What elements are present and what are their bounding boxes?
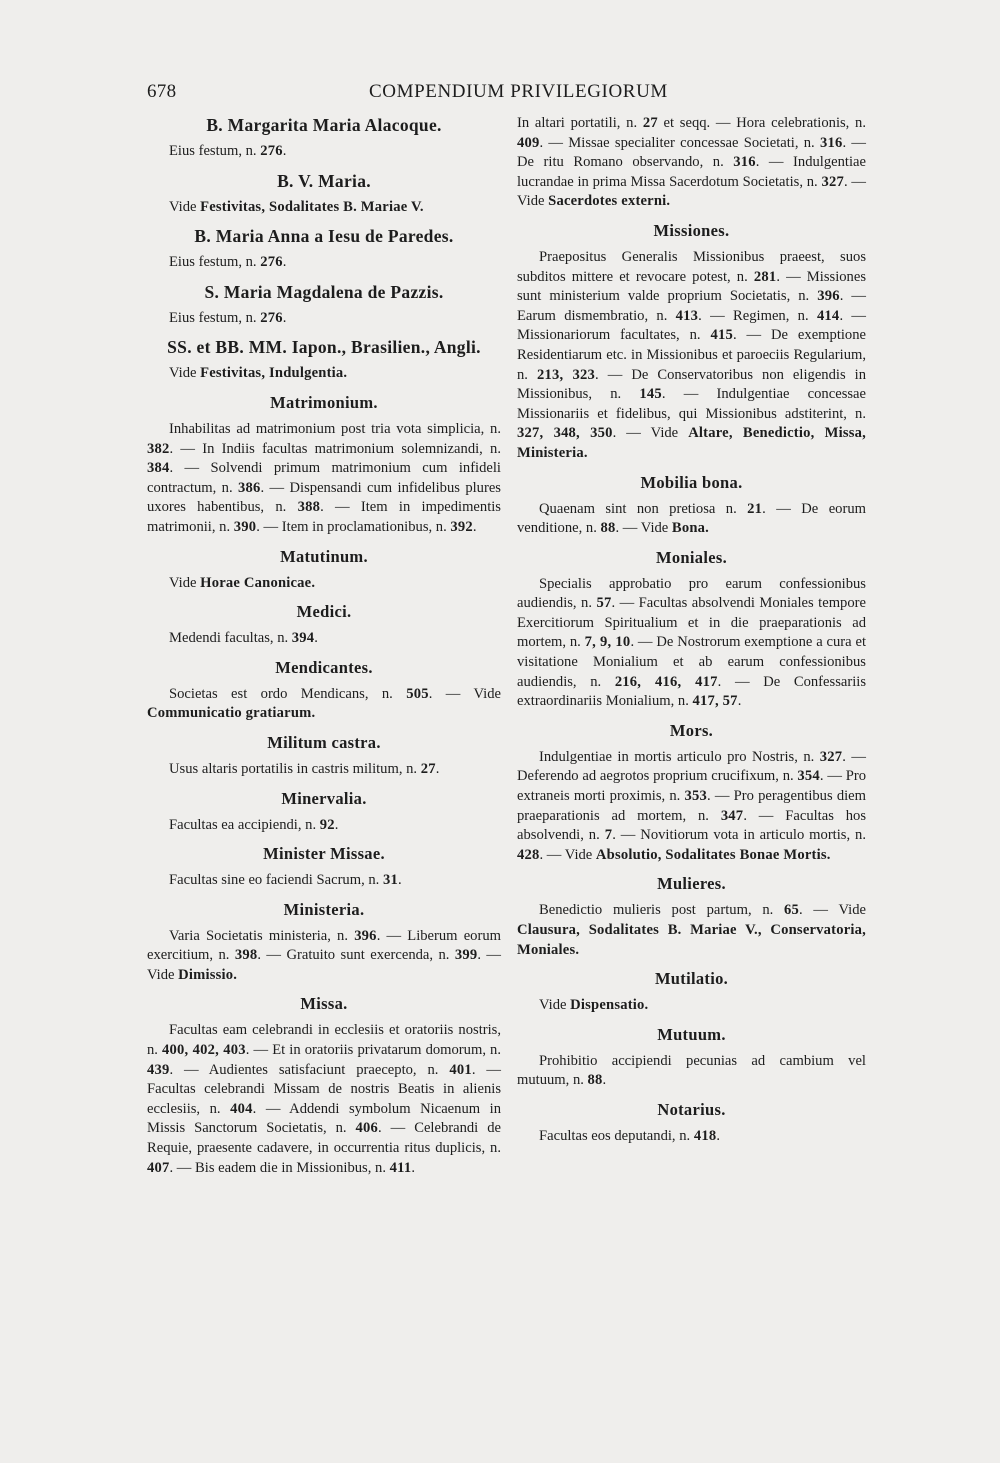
index-entry [517, 720, 866, 866]
entry-heading: Mendicantes. [275, 657, 373, 677]
entry-text: . — Et in oratoriis privatarum domorum, n. [245, 1042, 501, 1059]
entry-text: . — Facultas celebrandi Missam de nostris Beatis in alienis ecclesiis, n. [147, 1061, 501, 1117]
entry-text: . — Dispensandi cum infidelibus plures uxores habentibus, n. [147, 479, 501, 516]
index-entry [147, 788, 501, 836]
index-entry [147, 281, 501, 329]
entry-text: . — In Indiis facultas matrimonium solemnizandi, n. [169, 440, 501, 457]
entry-text: . — Item in impedimentis matrimonii, n. [147, 499, 501, 535]
entry-heading: Missiones. [653, 220, 730, 240]
reference-number: 394 [291, 630, 315, 647]
reference-number: 401 [449, 1061, 472, 1078]
reference-number: 281 [753, 268, 777, 285]
reference-number: 27 [642, 115, 658, 131]
reference-number: Communicatio gratiarum. [147, 705, 316, 722]
entry-text: Eius festum, n. [169, 254, 261, 271]
index-entry [147, 392, 501, 538]
entry-text: . — Regimen, n. [698, 307, 817, 324]
entry-text: Vide [169, 365, 201, 382]
entry-heading: Militum castra. [267, 732, 381, 752]
reference-number: 316 [819, 134, 843, 151]
entry-body [517, 1127, 866, 1147]
entry-body [147, 364, 501, 384]
reference-number: 407 [147, 1159, 170, 1176]
entry-body [147, 629, 501, 649]
index-entry [147, 546, 501, 594]
reference-number: Absolutio, Sodalitates Bonae Mortis. [595, 846, 831, 863]
reference-number: 384 [147, 460, 170, 477]
entry-text: Eius festum, n. [169, 309, 261, 326]
entry-heading: Minervalia. [281, 788, 367, 808]
reference-number: 390 [233, 518, 257, 535]
index-entry [517, 547, 866, 712]
entry-text: Indulgentiae in mortis articulo pro Nostris, n. [539, 748, 820, 765]
entry-text: Vide [169, 574, 201, 591]
entry-text: Medendi facultas, n. [169, 630, 292, 647]
entry-heading: Medici. [296, 602, 352, 622]
reference-number: Dispensatio. [570, 997, 649, 1014]
entry-text: . [472, 518, 477, 535]
reference-number: Bona. [671, 520, 710, 537]
reference-number: 505 [406, 685, 429, 702]
entry-text: . [334, 816, 339, 833]
entry-text: Societas est ordo Mendicans, n. [169, 685, 407, 702]
entry-body [517, 748, 866, 866]
index-entry [147, 114, 501, 162]
reference-number: 409 [517, 134, 540, 151]
entry-heading: Matutinum. [280, 546, 368, 566]
entry-text: In altari portatili, n. [517, 115, 643, 131]
entry-body [517, 575, 866, 712]
reference-number: 399 [454, 947, 478, 964]
entry-body [147, 198, 501, 218]
entry-text: . — Indulgentiae concessae Missionariis et fidelibus, qui Missionibus adstiterint, n. [517, 386, 867, 422]
entry-text: . — Earum dismembratio, n. [517, 288, 866, 324]
entry-text: Eius festum, n. [169, 143, 261, 159]
reference-number: 7 [604, 827, 613, 844]
entry-text: . — Celebrandi de Requie, praesente cadavere, in occurrentia ritus duplicis, n. [147, 1120, 501, 1157]
entry-body [147, 760, 501, 780]
entry-text: . — Facultas absolvendi Moniales tempore Exercitiorum Spiritualium et in die praeparationis ad mortem, n. [517, 595, 866, 651]
entry-heading: Mulieres. [657, 874, 726, 894]
entry-text: . — Missionariorum facultates, n. [517, 307, 866, 344]
entry-text: . — Vide [428, 685, 501, 702]
reference-number: 354 [797, 768, 820, 785]
entry-body [147, 816, 501, 836]
reference-number: 145 [639, 386, 662, 403]
reference-number: 386 [238, 479, 261, 496]
entry-body [147, 574, 501, 594]
entry-text: . — Gratuito sunt exercenda, n. [257, 947, 455, 964]
entry-text: Facultas ea accipiendi, n. [169, 816, 320, 833]
reference-number: 57 [596, 595, 612, 612]
entry-text: . — Vide [612, 425, 689, 442]
entry-text: Varia Societatis ministeria, n. [169, 927, 355, 944]
reference-number: 216, 416, 417 [614, 673, 718, 690]
reference-number: 400, 402, 403 [162, 1042, 246, 1059]
entry-heading: Minister Missae. [263, 844, 385, 864]
entry-text: . — Vide [147, 947, 502, 983]
entry-heading: S. Maria Magdalena de Pazzis. [204, 281, 444, 302]
reference-number: 316 [733, 154, 756, 171]
entry-body [147, 253, 501, 273]
entry-text: . — Solvendi primum matrimonium cum infideli contractum, n. [147, 460, 501, 496]
entry-text: . — Novitiorum vota in articulo mortis, n. [612, 827, 866, 844]
index-entry [147, 657, 501, 724]
entry-text: . [435, 760, 440, 777]
index-entry [517, 873, 866, 960]
entry-body [147, 871, 501, 891]
reference-number: 31 [382, 872, 398, 889]
reference-number: 406 [355, 1120, 379, 1137]
entry-heading: B. V. Maria. [277, 170, 371, 191]
entry-body [147, 927, 501, 986]
entry-body [147, 685, 501, 724]
entry-text: Facultas eam celebrandi in ecclesiis et oratoriis nostris, n. [147, 1022, 501, 1059]
entry-text: . [314, 630, 318, 647]
entry-text: Praepositus Generalis Missionibus praeest, suos subditos mittere et revocare potest, n. [517, 248, 866, 285]
index-entry [517, 1099, 866, 1147]
reference-number: Clausura, Sodalitates B. Mariae V., Conservatoria, Moniales. [517, 922, 866, 958]
reference-number: 92 [319, 816, 335, 833]
reference-number: Festivitas, Sodalitates B. Mariae V. [200, 198, 424, 215]
reference-number: 7, 9, 10 [584, 634, 631, 651]
reference-number: 327, 348, 350 [517, 425, 613, 442]
entry-heading: Mutuum. [657, 1024, 726, 1044]
entry-text: . — Missiones sunt ministerium valde proprium Societatis, n. [517, 268, 866, 305]
entry-text: . — Missae specialiter concessae Societati, n. [539, 134, 820, 151]
index-entry [147, 336, 501, 384]
entry-text: . — De Nostrorum exemptione a cura et visitatione Monialium et ab earum confessionibus audiendis, n. [517, 634, 866, 690]
right-column [517, 114, 866, 1155]
reference-number: 413 [675, 307, 699, 324]
reference-number: Horae Canonicae. [200, 574, 316, 591]
entry-text: . — Deferendo ad aegrotos proprium crucifixum, n. [517, 748, 866, 785]
entry-heading: B. Maria Anna a Iesu de Paredes. [194, 226, 454, 247]
entry-heading: Moniales. [656, 547, 727, 567]
entry-text: . — Liberum eorum exercitium, n. [147, 927, 501, 964]
entry-heading: Matrimonium. [270, 392, 378, 412]
entry-text: Prohibitio accipiendi pecunias ad cambium vel mutuum, n. [517, 1052, 866, 1089]
entry-text: . — De Confessariis extraordinariis Monialium, n. [517, 673, 866, 710]
reference-number: 88 [587, 1072, 603, 1089]
reference-number: 392 [450, 518, 473, 535]
index-entry [147, 225, 501, 273]
entry-text: . — Vide [517, 173, 867, 210]
reference-number: Sacerdotes externi. [548, 193, 671, 210]
reference-number: 388 [297, 499, 321, 516]
entry-text: Facultas eos deputandi, n. [539, 1127, 694, 1144]
entry-text: . [737, 693, 742, 710]
reference-number: Altare, Benedictio, Missa, Ministeria. [517, 425, 866, 461]
entry-heading: Mutilatio. [654, 969, 729, 989]
reference-number: 415 [710, 327, 733, 344]
reference-number: 65 [784, 902, 800, 919]
entry-body [517, 500, 866, 539]
entry-body [147, 420, 501, 538]
entry-text: Benedictio mulieris post partum, n. [539, 902, 785, 919]
entry-text: . — Bis eadem die in Missionibus, n. [169, 1159, 390, 1176]
reference-number: 411 [389, 1159, 412, 1176]
entry-text: Specialis approbatio pro earum confessionibus audiendis, n. [517, 575, 866, 612]
entry-text: . — Vide [799, 902, 866, 919]
entry-text: . [282, 143, 287, 159]
reference-number: 396 [817, 288, 840, 305]
reference-number: Festivitas, Indulgentia. [200, 365, 348, 382]
entry-text: Usus altaris portatilis in castris militum, n. [169, 760, 421, 777]
entry-body [517, 996, 866, 1016]
page-number: 678 [147, 81, 177, 102]
entry-text: . — Audientes satisfaciunt praecepto, n. [169, 1061, 450, 1078]
entry-text: . — De eorum venditione, n. [517, 500, 866, 537]
entry-text: . — Pro extraneis morti proximis, n. [517, 768, 866, 805]
entry-heading: Mors. [669, 720, 714, 740]
index-entry [517, 220, 866, 464]
entry-text: . [282, 254, 287, 271]
index-entry [147, 732, 501, 780]
entry-text: Vide [169, 198, 201, 215]
entry-heading: Mobilia bona. [640, 472, 743, 492]
entry-text: . — De ritu Romano observando, n. [517, 134, 867, 171]
index-entry [517, 1024, 866, 1091]
entry-text: . [397, 872, 402, 889]
entry-text: . — De Conservatoribus non eligendis in Missionibus, n. [517, 366, 866, 403]
index-entry [517, 968, 866, 1016]
reference-number: 428 [517, 846, 540, 863]
index-entry [517, 472, 866, 539]
entry-heading: Ministeria. [283, 899, 365, 919]
entry-body [517, 1052, 866, 1091]
index-entry [147, 601, 501, 649]
entry-text: . [602, 1072, 607, 1089]
reference-number: 353 [684, 788, 708, 805]
index-entry [517, 114, 866, 212]
reference-number: 276 [260, 143, 283, 159]
entry-heading: Missa. [300, 994, 348, 1014]
reference-number: 213, 323 [536, 366, 596, 383]
entry-heading: SS. et BB. MM. Iapon., Brasilien., Angli. [167, 337, 481, 358]
index-entry [147, 899, 501, 986]
entry-text: Facultas sine eo faciendi Sacrum, n. [169, 872, 383, 889]
entry-body [517, 114, 866, 212]
entry-text: . — Vide [539, 846, 596, 863]
entry-text: Quaenam sint non pretiosa n. [539, 500, 748, 517]
entry-text: et seqq. — Hora celebrationis, n. [657, 115, 866, 131]
entry-heading: Notarius. [657, 1099, 726, 1119]
entry-text: . — Item in proclamationibus, n. [256, 518, 451, 535]
reference-number: 27 [420, 760, 436, 777]
reference-number: 327 [819, 748, 843, 765]
reference-number: 347 [720, 807, 744, 824]
index-entry [147, 843, 501, 891]
reference-number: 21 [747, 500, 763, 517]
reference-number: 276 [260, 309, 283, 326]
entry-text: . — Indulgentiae lucrandae in prima Missa Sacerdotum Societatis, n. [517, 154, 866, 190]
entry-text: . — Vide [615, 520, 672, 537]
reference-number: 88 [600, 520, 616, 537]
entry-text: . [282, 309, 287, 326]
running-head: COMPENDIUM PRIVILEGIORUM [369, 81, 668, 102]
entry-body [517, 901, 866, 960]
index-entry [147, 993, 501, 1178]
reference-number: 396 [354, 927, 377, 944]
entry-text: . — Facultas hos absolvendi, n. [517, 807, 866, 844]
entry-text: . — Addendi symbolum Nicaenum in Missis Sanctorum Societatis, n. [147, 1100, 501, 1137]
reference-number: 418 [693, 1127, 717, 1144]
reference-number: Dimissio. [178, 966, 238, 983]
left-column [147, 114, 501, 1186]
reference-number: 276 [260, 254, 283, 271]
reference-number: 414 [816, 307, 840, 324]
reference-number: 327 [821, 173, 844, 190]
reference-number: 382 [147, 440, 170, 457]
reference-number: 439 [147, 1061, 170, 1078]
reference-number: 417, 57 [692, 693, 738, 710]
entry-body [147, 142, 501, 162]
entry-text: . — Pro peragentibus diem praeparationis ad mortem, n. [517, 788, 867, 824]
reference-number: 398 [234, 947, 258, 964]
entry-text: . [716, 1127, 720, 1144]
entry-heading: B. Margarita Maria Alacoque. [206, 115, 442, 135]
entry-text: . — De exemptione Residentiarum etc. in Missionibus et paroeciis Regularium, n. [517, 327, 866, 383]
entry-body [517, 248, 866, 464]
reference-number: 404 [230, 1100, 253, 1117]
entry-body [147, 1021, 501, 1178]
entry-text: Vide [539, 997, 571, 1014]
entry-text: . [411, 1159, 415, 1176]
entry-body [147, 309, 501, 329]
entry-text: Inhabilitas ad matrimonium post tria vota simplicia, n. [169, 420, 501, 437]
index-entry [147, 170, 501, 218]
